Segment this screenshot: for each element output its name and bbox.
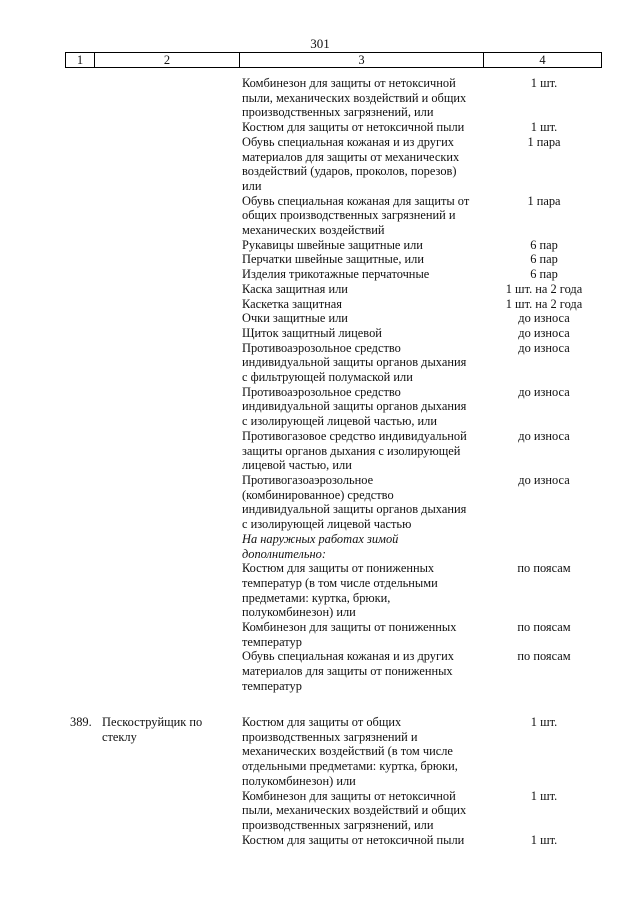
item-description — [242, 135, 487, 194]
item-quantity: по поясам — [517, 649, 571, 664]
continued-rows — [0, 76, 640, 694]
item-description — [242, 715, 487, 789]
table-row — [0, 620, 640, 649]
description-line: общих производственных загрязнений и — [242, 208, 456, 223]
item-quantity: 1 шт. — [530, 715, 558, 729]
table-row — [0, 789, 640, 833]
description-line: температур (в том числе отдельными — [242, 575, 438, 590]
item-description — [242, 297, 487, 312]
item-description — [242, 282, 487, 297]
item-description — [242, 532, 487, 561]
item-description — [242, 252, 487, 267]
description-line: производственных загрязнений, или — [242, 817, 434, 832]
item-description — [242, 789, 487, 833]
table-row — [0, 252, 640, 267]
description-line: пыли, механических воздействий и общих — [242, 90, 467, 105]
item-quantity: 1 шт. на 2 года — [505, 296, 583, 311]
item-description — [242, 120, 487, 135]
item-quantity: 1 пара — [527, 193, 561, 208]
description-line: материалов для защиты от механических — [242, 149, 460, 164]
table-row — [0, 385, 640, 429]
item-quantity: 1 шт. — [530, 788, 558, 803]
description-line: с фильтрующей полумаской или — [242, 370, 413, 385]
header-col-1: 1 — [66, 53, 95, 67]
description-line: Рукавицы швейные защитные или — [242, 237, 423, 252]
description-line: с изолирующей лицевой частью, или — [242, 414, 437, 429]
item-quantity: 1 шт. — [530, 76, 558, 90]
table-row — [0, 341, 640, 385]
table-row — [0, 267, 640, 282]
item-quantity: до износа — [518, 384, 570, 399]
item-quantity: 6 пар — [530, 267, 558, 282]
item-description — [242, 326, 487, 341]
description-line: индивидуальной защиты органов дыхания — [242, 355, 467, 370]
description-line: температур — [242, 678, 302, 693]
entry-number: 389. — [70, 715, 92, 729]
table-entry-389 — [0, 715, 640, 847]
description-line: механических воздействий (в том числе — [242, 744, 453, 759]
item-quantity: 1 шт. — [530, 120, 558, 135]
description-line: производственных загрязнений, или — [242, 105, 434, 120]
description-line: Щиток защитный лицевой — [242, 325, 382, 340]
item-quantity: по поясам — [517, 561, 571, 576]
page-number: 301 — [310, 36, 330, 51]
item-description — [242, 76, 487, 120]
description-line: (комбинированное) средство — [242, 487, 394, 502]
description-line: Противоаэрозольное средство — [242, 384, 401, 399]
table-row — [0, 326, 640, 341]
table-row — [0, 194, 640, 238]
description-line: материалов для защиты от пониженных — [242, 664, 453, 679]
description-line: с изолирующей лицевой частью — [242, 517, 412, 532]
description-line: полукомбинезон) или — [242, 773, 356, 788]
description-line: Противогазоаэрозольное — [242, 472, 374, 487]
table-row — [0, 649, 640, 693]
description-line: Комбинезон для защиты от пониженных — [242, 620, 457, 635]
item-quantity: до износа — [518, 428, 570, 443]
description-line: воздействий (ударов, проколов, порезов) — [242, 164, 457, 179]
description-line: Каскетка защитная — [242, 296, 342, 311]
item-description — [242, 473, 487, 532]
description-line: Комбинезон для защиты от нетоксичной — [242, 76, 456, 90]
description-line: Изделия трикотажные перчаточные — [242, 267, 430, 282]
description-line: Костюм для защиты от нетоксичной пыли — [242, 120, 465, 135]
profession-line: Пескоструйщик по — [102, 715, 203, 729]
item-description — [242, 561, 487, 620]
table-row — [0, 311, 640, 326]
description-line: предметами: куртка, брюки, — [242, 590, 391, 605]
description-line: Перчатки швейные защитные, или — [242, 252, 424, 267]
subheading-row — [0, 532, 640, 561]
item-quantity: до износа — [518, 311, 570, 326]
item-quantity: 6 пар — [530, 237, 558, 252]
table-row — [0, 715, 640, 789]
item-description — [242, 238, 487, 253]
table-row — [0, 238, 640, 253]
item-description — [242, 620, 487, 649]
item-quantity: до износа — [518, 472, 570, 487]
description-line: На наружных работах зимой — [242, 531, 399, 546]
item-quantity: по поясам — [517, 620, 571, 635]
description-line: производственных загрязнений и — [242, 729, 418, 744]
item-description — [242, 649, 487, 693]
description-line: индивидуальной защиты органов дыхания — [242, 502, 467, 517]
table-row — [0, 135, 640, 194]
description-line: Комбинезон для защиты от нетоксичной — [242, 788, 456, 803]
table-row — [0, 833, 640, 848]
description-line: Противогазовое средство индивидуальной — [242, 428, 467, 443]
description-line: Обувь специальная кожаная и из других — [242, 134, 454, 149]
table-row — [0, 282, 640, 297]
description-line: Костюм для защиты от пониженных — [242, 561, 435, 576]
table-row — [0, 473, 640, 532]
table-row — [0, 561, 640, 620]
item-quantity: 6 пар — [530, 252, 558, 267]
item-quantity: 1 шт. — [530, 832, 558, 847]
description-line: Каска защитная или — [242, 281, 348, 296]
description-line: дополнительно: — [242, 546, 326, 561]
description-line: Противоаэрозольное средство — [242, 340, 401, 355]
description-line: Костюм для защиты от общих — [242, 715, 402, 729]
item-description — [242, 429, 487, 473]
header-col-3: 3 — [240, 53, 484, 67]
table-row — [0, 120, 640, 135]
item-quantity: до износа — [518, 340, 570, 355]
description-line: индивидуальной защиты органов дыхания — [242, 399, 467, 414]
description-line: полукомбинезон) или — [242, 605, 356, 620]
item-description — [242, 311, 487, 326]
description-line: механических воздействий — [242, 223, 385, 238]
table-row — [0, 429, 640, 473]
description-line: Обувь специальная кожаная для защиты от — [242, 193, 470, 208]
entry-rows — [0, 715, 640, 847]
item-description — [242, 385, 487, 429]
table-row — [0, 76, 640, 120]
description-line: отдельными предметами: куртка, брюки, — [242, 759, 458, 774]
description-line: Очки защитные или — [242, 311, 348, 326]
profession-line: стеклу — [102, 729, 137, 744]
table-header — [65, 52, 602, 68]
description-line: температур — [242, 634, 302, 649]
description-line: Обувь специальная кожаная и из других — [242, 649, 454, 664]
header-col-2: 2 — [95, 53, 240, 67]
description-line: пыли, механических воздействий и общих — [242, 803, 467, 818]
item-description — [242, 194, 487, 238]
description-line: лицевой частью, или — [242, 458, 352, 473]
item-quantity: 1 шт. на 2 года — [505, 281, 583, 296]
header-col-4: 4 — [539, 53, 546, 67]
item-quantity: до износа — [518, 325, 570, 340]
item-description — [242, 341, 487, 385]
table-row — [0, 297, 640, 312]
description-line: или — [242, 178, 262, 193]
item-description — [242, 267, 487, 282]
description-line: Костюм для защиты от нетоксичной пыли — [242, 832, 465, 847]
item-quantity: 1 пара — [527, 134, 561, 149]
description-line: защиты органов дыхания с изолирующей — [242, 443, 461, 458]
item-description — [242, 833, 487, 848]
